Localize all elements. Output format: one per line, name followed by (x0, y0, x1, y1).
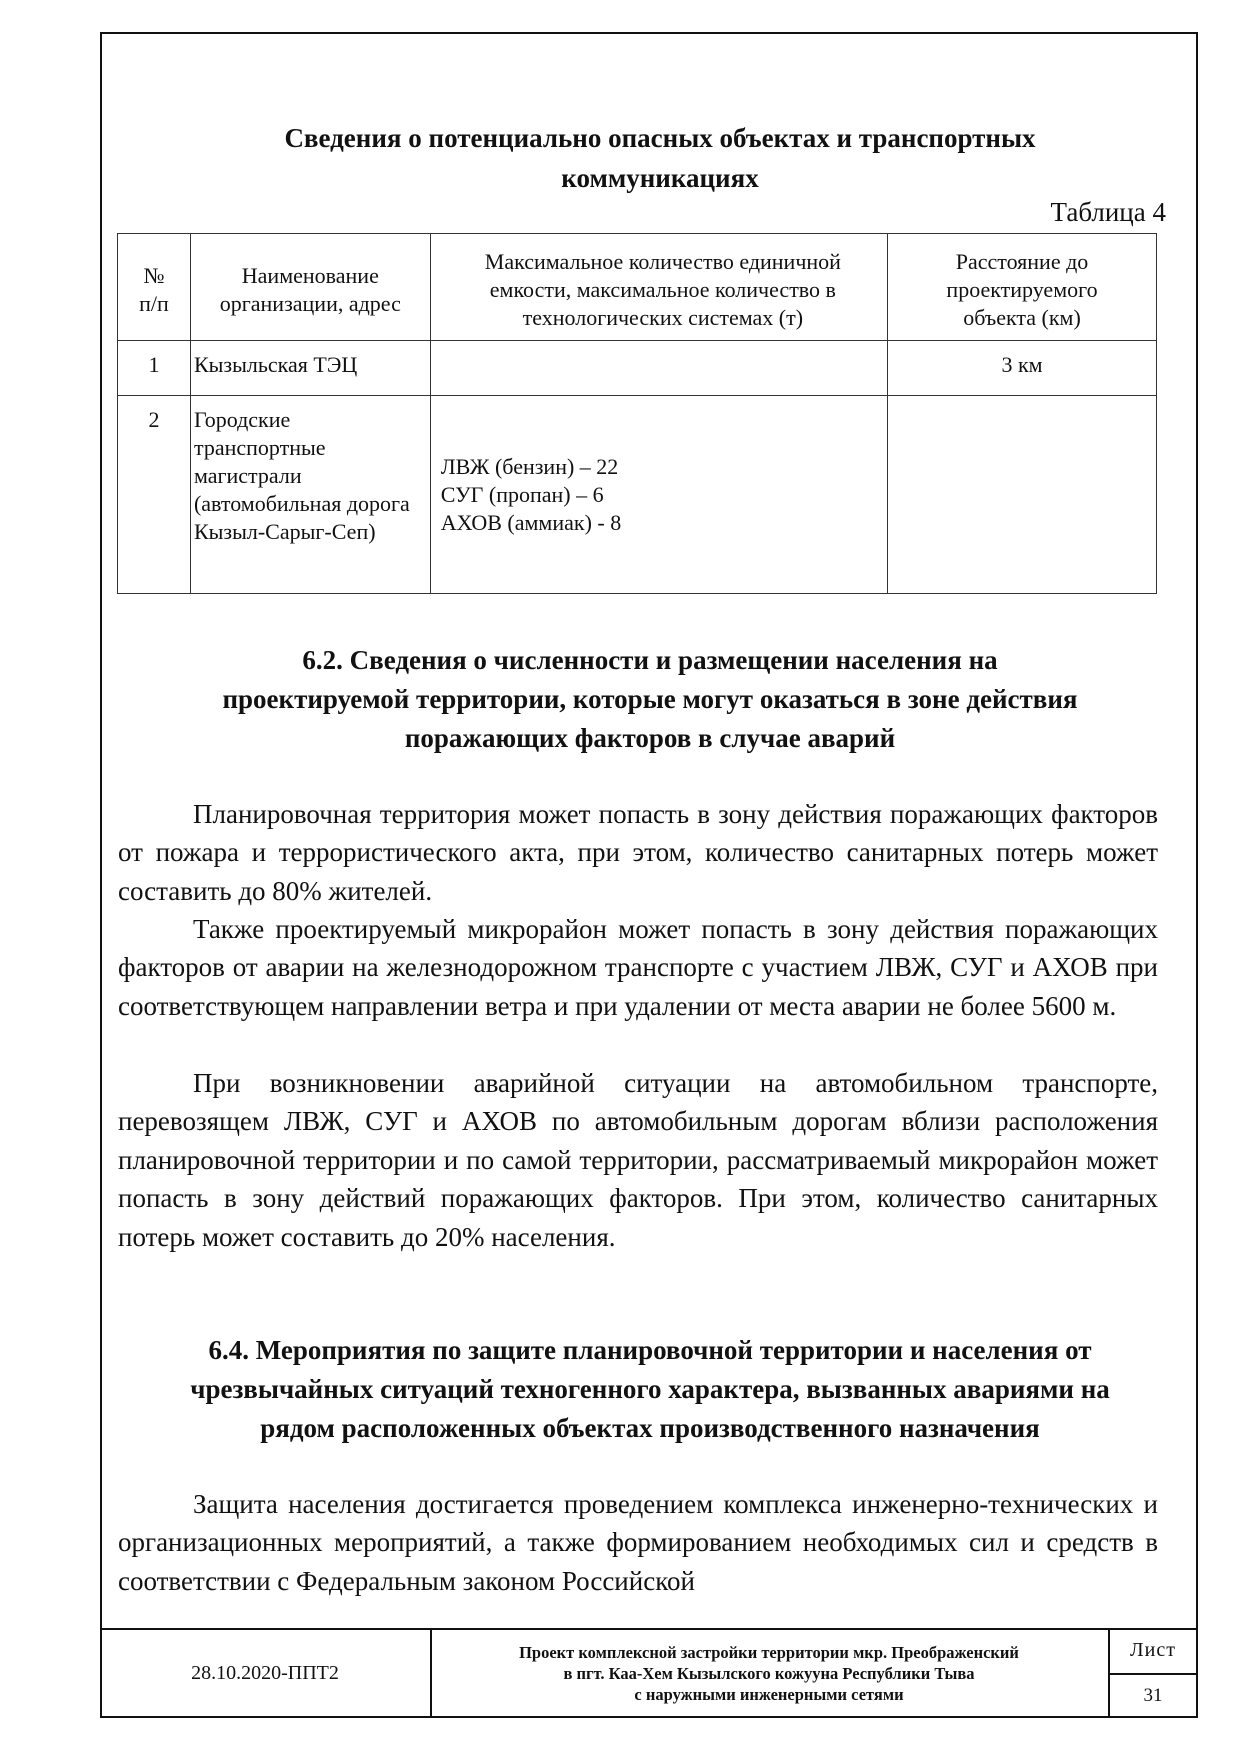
title-line-2: коммуникациях (561, 163, 759, 193)
paragraph: Защита населения достигается проведением комплекса инженерно-технических и организационных мероприятий, а также формированием необходимых сил и средств в соответствии с Федеральным законом Российской (118, 1489, 1158, 1596)
title-block (100, 1628, 1198, 1718)
table-row (118, 396, 1157, 594)
row-capacity (430, 396, 887, 594)
heading-line: 6.4. Мероприятия по защите планировочной территории и населения от (208, 1335, 1092, 1365)
project-line: Проект комплексной застройки территории мкр. Преображенский (519, 1642, 1019, 1662)
project-line: в пгт. Каа-Хем Кызылского кожууна Республики Тыва (563, 1663, 975, 1683)
row-number: 2 (118, 396, 191, 594)
row-distance: 3 км (888, 341, 1157, 396)
header-capacity: Максимальное количество единичной емкости, максимальное количество в технологических системах (т) (430, 234, 887, 341)
capacity-line: АХОВ (аммиак) - 8 (440, 509, 622, 535)
heading-line: 6.2. Сведения о численности и размещении населения на (302, 645, 998, 675)
row-distance (888, 396, 1157, 594)
row-capacity (430, 341, 887, 396)
header-number: № п/п (118, 234, 191, 341)
sheet-label: Лист (1108, 1628, 1198, 1675)
header-distance: Расстояние до проектируемого объекта (км) (888, 234, 1157, 341)
paragraph: Также проектируемый микрорайон может попасть в зону действия поражающих факторов от аварии на железнодорожном транспорте с участием ЛВЖ, СУГ и АХОВ при соответствующем направлении ветра и при удалении от места аварии не более 5600 м. (118, 914, 1158, 1021)
row-organization: Кызыльская ТЭЦ (190, 341, 430, 396)
sheet-number: 31 (1143, 1684, 1163, 1706)
section-6-4-heading (130, 1331, 1170, 1448)
row-number: 1 (118, 341, 191, 396)
section-6-2-heading (130, 641, 1170, 758)
header-organization: Наименование организации, адрес (190, 234, 430, 341)
document-code: 28.10.2020-ППТ2 (100, 1628, 432, 1718)
paragraph: При возникновении аварийной ситуации на автомобильном транспорте, перевозящем ЛВЖ, СУГ и АХОВ по автомобильным дорогам вблизи расположения планировочной территории и по самой территории, рассматриваемый микрорайон может попасть в зону действий поражающих факторов. При этом, количество санитарных потерь может составить до 20% населения. (118, 1068, 1158, 1252)
project-line: с наружными инженерными сетями (634, 1684, 904, 1704)
table-row (118, 341, 1157, 396)
heading-line: чрезвычайных ситуаций техногенного характера, вызванных авариями на (190, 1374, 1110, 1404)
title-line-1: Сведения о потенциально опасных объектах и транспортных (284, 123, 1036, 153)
heading-line: проектируемой территории, которые могут оказаться в зоне действия (222, 684, 1078, 714)
paragraph: Планировочная территория может попасть в зону действия поражающих факторов от пожара и террористического акта, при этом, количество санитарных потерь может составить до 80% жителей. (118, 799, 1158, 906)
capacity-line: СУГ (пропан) – 6 (440, 481, 604, 507)
row-organization: Городские транспортные магистрали (автомобильная дорога Кызыл-Сарыг-Сеп) (190, 396, 430, 594)
heading-line: рядом расположенных объектах производственного назначения (260, 1413, 1040, 1443)
table-header-row (118, 234, 1157, 341)
project-name (430, 1628, 1110, 1718)
heading-line: поражающих факторов в случае аварий (404, 723, 896, 753)
document-title (200, 118, 1120, 198)
table-caption: Таблица 4 (1050, 197, 1166, 227)
capacity-line: ЛВЖ (бензин) – 22 (440, 453, 619, 479)
hazard-objects-table (117, 233, 1157, 594)
